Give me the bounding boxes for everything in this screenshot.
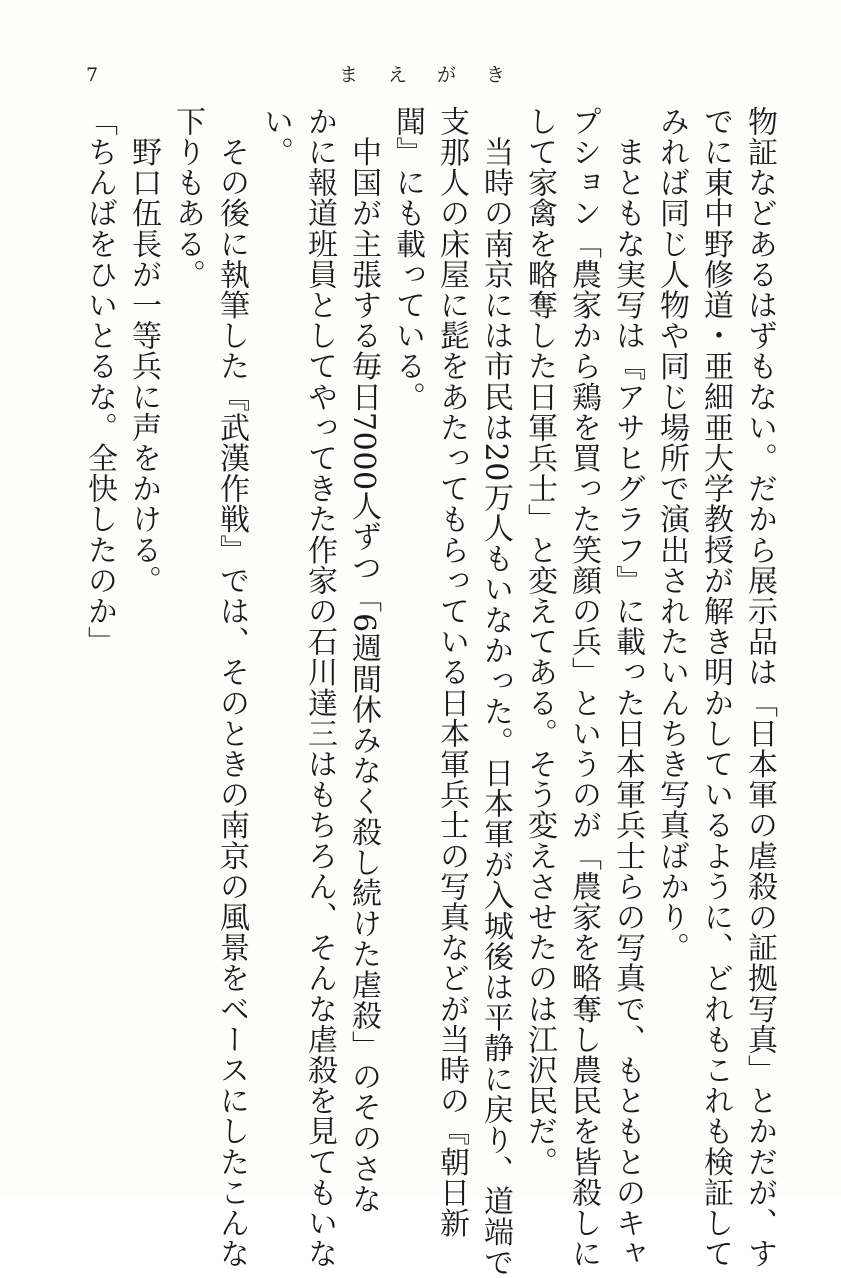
text-line: して家禽を略奪した日軍兵士」と変えてある。そう変えさせたのは江沢民だ。 xyxy=(522,106,557,1177)
text-line: 中国が主張する毎日7000人ずつ「6週間休みなく殺し続けた虐殺」のそのさな xyxy=(346,106,381,1215)
text-line: でに東中野修道・亜細亜大学教授が解き明かしているように、どれもこれも検証して xyxy=(698,106,733,1269)
text-line: みれば同じ人物や同じ場所で演出されたいんちき写真ばかり。 xyxy=(654,106,689,963)
text-line: 当時の南京には市民は20万人もいなかった。日本軍が入城後は平静に戻り、道端で xyxy=(478,106,513,1278)
text-line: かに報道班員としてやってきた作家の石川達三はもちろん、そんな虐殺を見てもいな xyxy=(302,106,337,1269)
text-line: 下りもある。 xyxy=(170,106,205,290)
text-line: 野口伍長が一等兵に声をかける。 xyxy=(126,106,161,596)
text-line: まともな実写は『アサヒグラフ』に載った日本軍兵士らの写真で、もともとのキャ xyxy=(610,106,645,1269)
text-line: 「ちんばをひいとるな。全快したのか」 xyxy=(82,106,117,657)
running-head: まえがき xyxy=(339,64,536,86)
page-number: 7 xyxy=(86,64,99,86)
text-line: 聞』にも載っている。 xyxy=(390,106,425,412)
text-line: 支那人の床屋に髭をあたってもらっている日本軍兵士の写真などが当時の『朝日新 xyxy=(434,106,469,1239)
body-text xyxy=(77,106,781,1278)
text-line: 物証などあるはずもない。だから展示品は「日本軍の虐殺の証拠写真」とかだが、す xyxy=(742,106,777,1269)
text-line: その後に執筆した『武漢作戦』では、そのときの南京の風景をベースにしたこんな xyxy=(214,106,249,1269)
text-line: プション「農家から鶏を買った笑顔の兵」というのが「農家を略奪し農民を皆殺しに xyxy=(566,106,601,1269)
text-line: い。 xyxy=(258,106,293,168)
